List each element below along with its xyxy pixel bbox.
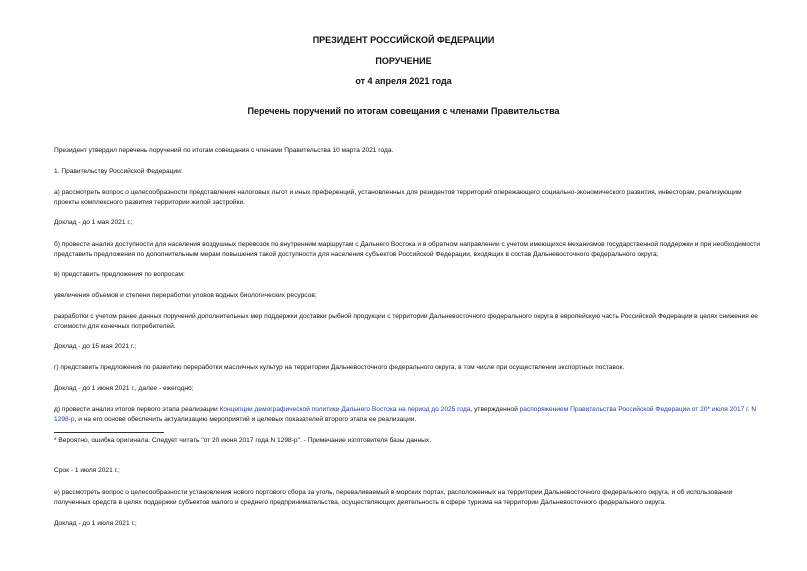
concept-link[interactable]: Концепции демографической политики Дальнего Востока на период до 2025 года	[219, 406, 471, 413]
footnote: * Вероятно, ошибка оригинала. Следует читать "от 20 июня 2017 года N 1298-р". - Примечание изготовителя базы данных.	[54, 437, 432, 444]
decree-link[interactable]: распоряжением Правительства Российской Федерации от 20* июля 2017 г. N 1298-р	[54, 406, 757, 423]
footnote-divider	[54, 432, 164, 433]
item-g: г) представить предложения по развитию переработки масличных культур на территории Дальневосточного федерального округа, в том числе при осуществлении экспортных поставок.	[54, 364, 625, 371]
item1-heading: 1. Правительству Российской Федерации:	[54, 168, 183, 175]
intro-paragraph: Президент утвердил перечень поручений по итогам совещания с членами Правительства 10 марта 2021 года.	[54, 147, 394, 154]
item-d-text-mid: , утвержденной	[470, 406, 520, 413]
deadline-d: Срок - 1 июля 2021 г.;	[54, 467, 120, 474]
document-date: от 4 апреля 2021 года	[355, 76, 452, 86]
deadline-a: Доклад - до 1 мая 2021 г.;	[54, 219, 133, 226]
item-v1: увеличения объемов и степени переработки уловов водных биологических ресурсов;	[54, 292, 317, 299]
item-b: б) провести анализ доступности для населения воздушных перевозок по внутренним маршрутам с Дальнего Востока и в обратном направлении с учетом имеющихся механизмов государственной поддержки и при необходимости представить предложения по дополнительным мерам повышения такой доступности для населения субъектов Российской Федерации, входящих в состав Дальневосточного федерального округа;	[54, 241, 761, 258]
item-v: в) представить предложения по вопросам:	[54, 271, 185, 278]
document-subject: Перечень поручений по итогам совещания с членами Правительства	[247, 106, 560, 116]
item-e: е) рассмотреть вопрос о целесообразности установления нового портового сбора за уголь, переваливаемый в морских портах, расположенных на территории Дальневосточного федерального округа, и об использовании полученных средств в целях поддержки субъектов малого и среднего предпринимательства, осуществляющих деятельность в сфере туризма на территории Дальневосточного федерального округа.	[54, 489, 733, 506]
item-d-text-start: д) провести анализ итогов первого этапа реализации	[54, 406, 220, 413]
deadline-g: Доклад - до 1 июня 2021 г., далее - ежегодно;	[54, 385, 194, 392]
document-issuer: ПРЕЗИДЕНТ РОССИЙСКОЙ ФЕДЕРАЦИИ	[312, 35, 495, 45]
item-d	[54, 405, 766, 424]
item-a: а) рассмотреть вопрос о целесообразности представления налоговых льгот и иных преференций, установленных для резидентов территорий опережающего социально-экономического развития, инвесторам, реализующим проекты комплексного развития территории жилой застройки.	[54, 189, 742, 206]
document-type: ПОРУЧЕНИЕ	[375, 56, 432, 66]
item-v2: разработки с учетом ранее данных поручений дополнительных мер поддержки доставки рыбной продукции с территории Дальневосточного федерального округа в европейскую часть Российской Федерации в целях снижения ее стоимости для конечных потребителей.	[54, 313, 758, 330]
item-d-text-end: , и на его основе обеспечить актуализацию мероприятий и целевых показателей второго этапа ее реализации.	[74, 415, 417, 423]
deadline-v: Доклад - до 15 мая 2021 г.;	[54, 343, 137, 350]
deadline-e: Доклад - до 1 июля 2021 г.;	[54, 520, 137, 527]
